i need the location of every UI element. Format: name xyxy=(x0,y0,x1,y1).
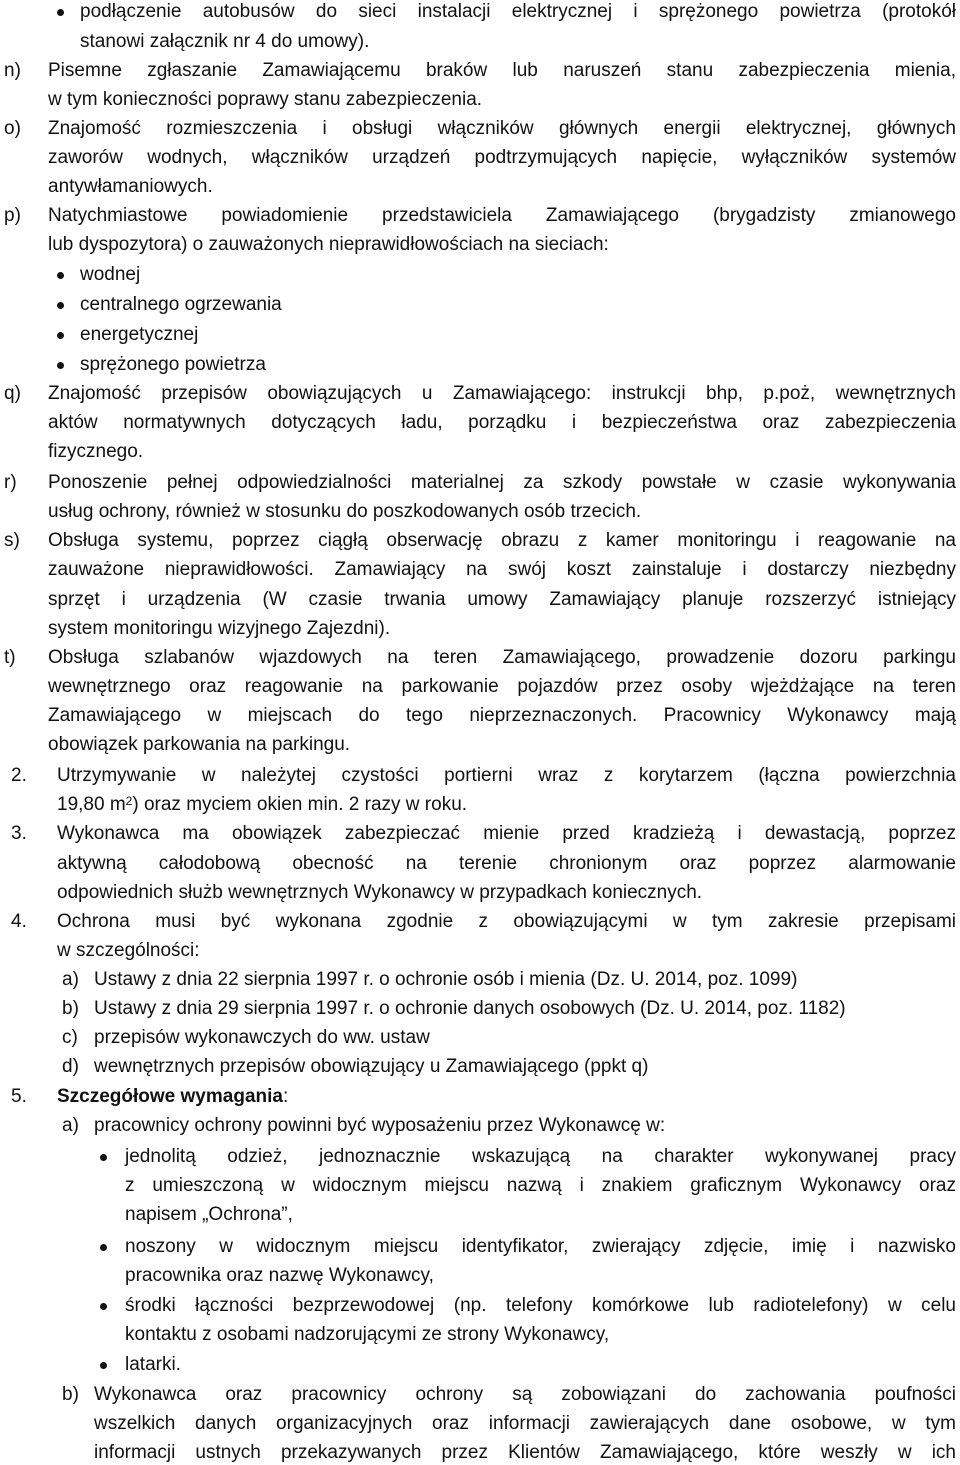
text-line: napisem „Ochrona”, xyxy=(125,1204,293,1225)
section-heading: Szczegółowe wymagania: xyxy=(57,1086,289,1107)
list-item: przepisów wykonawczych do ww. ustaw xyxy=(94,1027,430,1048)
text-line: Utrzymywanie w należytej czystości portierni wraz z korytarzem (łączna powierzchnia xyxy=(57,765,956,786)
list-item: energetycznej xyxy=(80,324,199,345)
text-line: pracownicy ochrony powinni być wyposażeniu przez Wykonawcę w: xyxy=(94,1115,666,1136)
text-line: Ochrona musi być wykonana zgodnie z obowiązującymi w tym zakresie przepisami xyxy=(57,911,956,932)
text-line: wszelkich danych organizacyjnych oraz informacji zawierających dane osobowe, w tym xyxy=(94,1413,956,1434)
text-line: antywłamaniowych. xyxy=(48,176,213,197)
text-line: Znajomość rozmieszczenia i obsługi włączników głównych energii elektrycznej, głównych xyxy=(48,118,956,139)
text-line: w tym konieczności poprawy stanu zabezpieczenia. xyxy=(48,89,483,110)
text-line: środki łączności bezprzewodowej (np. telefony komórkowe lub radiotelefony) w celu xyxy=(125,1295,956,1316)
list-item: Ustawy z dnia 29 sierpnia 1997 r. o ochronie danych osobowych (Dz. U. 2014, poz. 1182) xyxy=(94,998,846,1019)
text-line: zaworów wodnych, włączników urządzeń podtrzymujących napięcie, wyłączników systemów xyxy=(48,147,956,168)
text-line: Wykonawca ma obowiązek zabezpieczać mienie przed kradzieżą i dewastacją, poprzez xyxy=(57,823,956,844)
text-line: Zamawiającego w miejscach do tego nieprzeznaczonych. Pracownicy Wykonawcy mają xyxy=(48,705,956,726)
text-line: kontaktu z osobami nadzorującymi ze strony Wykonawcy, xyxy=(125,1324,610,1345)
section-number: 4. xyxy=(11,911,27,932)
bullet-icon xyxy=(100,1362,107,1369)
bullet-icon xyxy=(100,1303,107,1310)
text-line: aktywną całodobową obecność na terenie chronionym oraz poprzez alarmowanie xyxy=(57,853,956,874)
text-line: Pisemne zgłaszanie Zamawiającemu braków lub naruszeń stanu zabezpieczenia mienia, xyxy=(48,60,956,81)
item-label: t) xyxy=(4,647,16,668)
text-line: fizycznego. xyxy=(48,441,144,462)
text-line: 19,80 $m^2$) oraz myciem okien min. 2 razy w roku. xyxy=(57,794,468,815)
text-line: wewnętrznego oraz reagowanie na parkowanie pojazdów przez osoby wjeżdżające na teren xyxy=(48,676,956,697)
item-label: o) xyxy=(4,118,21,139)
item-label: q) xyxy=(4,383,21,404)
item-label: a) xyxy=(62,1115,79,1136)
text-line: latarki. xyxy=(125,1354,181,1375)
text-line: lub dyspozytora) o zauważonych nieprawidłowościach na sieciach: xyxy=(48,234,609,255)
text-line: podłączenie autobusów do sieci instalacji elektrycznej i sprężonego powietrza (protokół xyxy=(80,1,956,22)
list-item: Ustawy z dnia 22 sierpnia 1997 r. o ochronie osób i mienia (Dz. U. 2014, poz. 1099) xyxy=(94,969,798,990)
item-label: b) xyxy=(62,1384,79,1405)
text-line: Obsługa szlabanów wjazdowych na teren Zamawiającego, prowadzenie dozoru parkingu xyxy=(48,647,956,668)
bullet-icon xyxy=(57,9,64,16)
text-line: system monitoringu wizyjnego Zajezdni). xyxy=(48,618,391,639)
text-line: sprzęt i urządzenia (W czasie trwania umowy Zamawiający planuje rozszerzyć istniejący xyxy=(48,589,956,610)
bullet-icon xyxy=(100,1244,107,1251)
item-label: p) xyxy=(4,205,21,226)
list-item: wewnętrznych przepisów obowiązujący u Zamawiającego (ppkt q) xyxy=(94,1056,649,1077)
text-line: z umieszczoną w widocznym miejscu nazwą i znakiem graficznym Wykonawcy oraz xyxy=(125,1175,956,1196)
text-line: jednolitą odzież, jednoznacznie wskazującą na charakter wykonywanej pracy xyxy=(125,1146,956,1167)
section-number: 5. xyxy=(11,1086,27,1107)
section-number: 2. xyxy=(11,765,27,786)
text-line: odpowiednich służb wewnętrznych Wykonawcy w przypadkach koniecznych. xyxy=(57,882,703,903)
text-line: Znajomość przepisów obowiązujących u Zamawiającego: instrukcji bhp, p.poż, wewnętrznych xyxy=(48,383,956,404)
text-line: stanowi załącznik nr 4 do umowy). xyxy=(80,31,370,52)
text-line: Wykonawca oraz pracownicy ochrony są zobowiązani do zachowania poufności xyxy=(94,1384,956,1405)
list-item: wodnej xyxy=(80,264,141,285)
text-line: pracownika oraz nazwę Wykonawcy, xyxy=(125,1265,434,1286)
list-item: sprężonego powietrza xyxy=(80,354,266,375)
bullet-icon xyxy=(57,332,64,339)
text-line: obowiązek parkowania na parkingu. xyxy=(48,734,351,755)
text-line: noszony w widocznym miejscu identyfikator, zwierający zdjęcie, imię i nazwisko xyxy=(125,1236,956,1257)
text-line: w szczególności: xyxy=(57,940,200,961)
bullet-icon xyxy=(57,272,64,279)
item-label: s) xyxy=(4,530,20,551)
bullet-icon xyxy=(57,362,64,369)
item-label: b) xyxy=(62,998,79,1019)
list-item: centralnego ogrzewania xyxy=(80,294,282,315)
item-label: c) xyxy=(62,1027,78,1048)
section-number: 3. xyxy=(11,823,27,844)
text-line: Ponoszenie pełnej odpowiedzialności materialnej za szkody powstałe w czasie wykonywania xyxy=(48,472,956,493)
item-label: n) xyxy=(4,60,21,81)
item-label: d) xyxy=(62,1056,79,1077)
item-label: a) xyxy=(62,969,79,990)
text-line: Natychmiastowe powiadomienie przedstawiciela Zamawiającego (brygadzisty zmianowego xyxy=(48,205,956,226)
item-label: r) xyxy=(4,472,17,493)
text-line: zauważone nieprawidłowości. Zamawiający na swój koszt zainstaluje i dostarczy niezbędny xyxy=(48,559,956,580)
text-line: aktów normatywnych dotyczących ładu, porządku i bezpieczeństwa oraz zabezpieczenia xyxy=(48,412,956,433)
text-line: Obsługa systemu, poprzez ciągłą obserwację obrazu z kamer monitoringu i reagowanie na xyxy=(48,530,956,551)
bullet-icon xyxy=(57,302,64,309)
text-line: usług ochrony, również w stosunku do poszkodowanych osób trzecich. xyxy=(48,501,642,522)
bullet-icon xyxy=(100,1154,107,1161)
text-line: informacji ustnych przekazywanych przez Klientów Zamawiającego, które weszły w ich xyxy=(94,1442,956,1463)
